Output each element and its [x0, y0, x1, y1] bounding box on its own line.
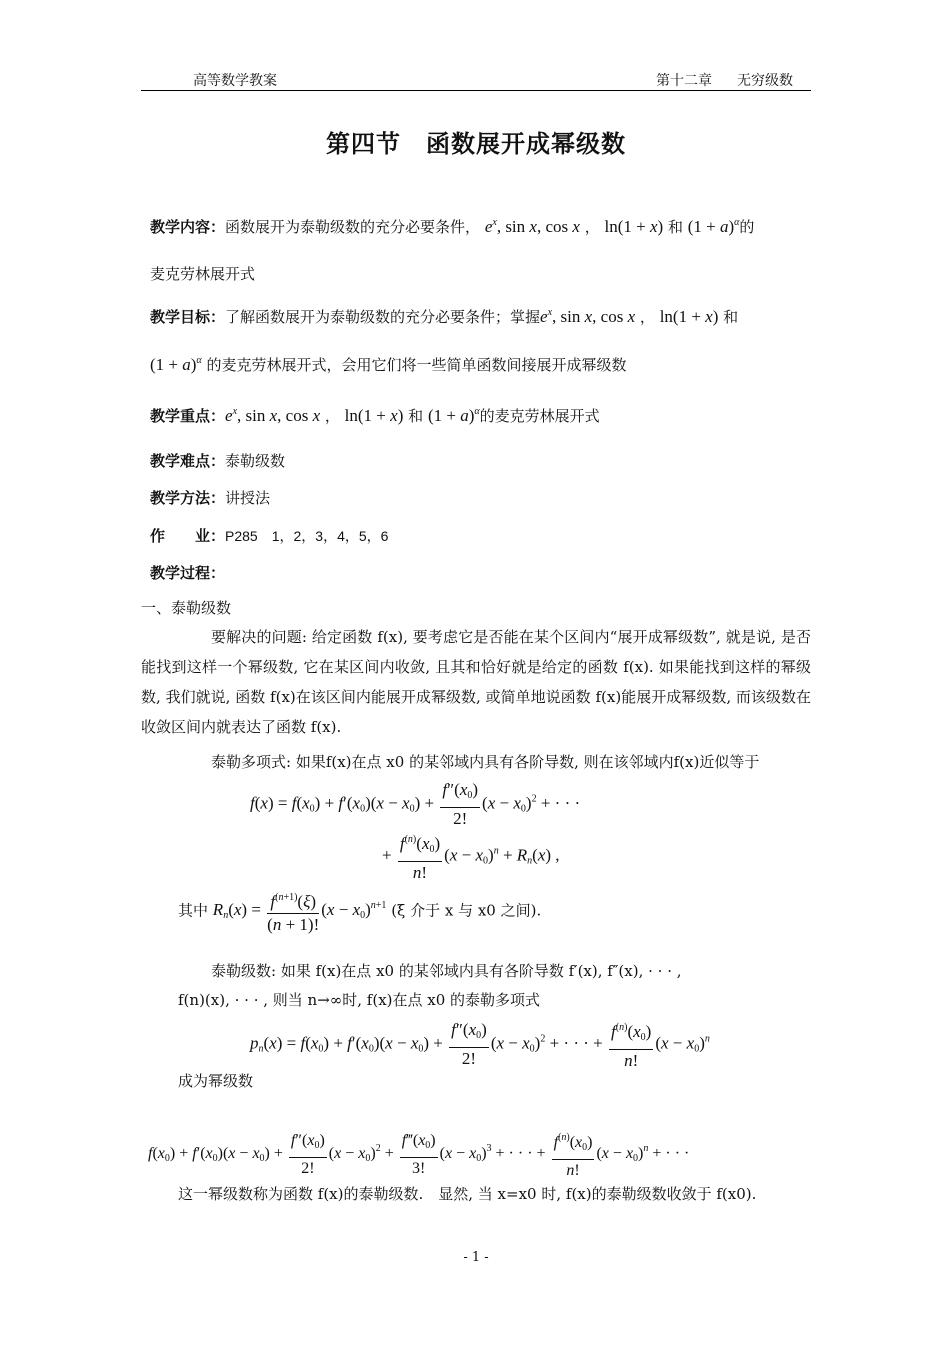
- content-line: 教学内容：函数展开为泰勒级数的充分必要条件， $e^x$, sin x, cos x ， ln(1 + x) 和 $(1 + a)^\alpha$的: [150, 217, 755, 236]
- method-line: 教学方法：讲授法: [150, 489, 271, 507]
- formula-list: $e^x$, sin x, cos x: [484, 217, 580, 236]
- content-line-2: 麦克劳林展开式: [150, 265, 256, 283]
- goal-label: 教学目标：: [150, 308, 226, 326]
- homework-line: 作 业：P285 1，2，3，4，5，6: [150, 527, 389, 545]
- series-intro-2: f(n)(x), · · · , 则当 n→∞时, f(x)在点 x0 的泰勒多项式: [178, 991, 541, 1009]
- formula-binomial: $(1 + a)^\alpha$: [687, 217, 740, 236]
- conclusion-line: 这一幂级数称为函数 f(x)的泰勒级数. 显然, 当 x=x0 时, f(x)的泰勒级数收敛于 f(x0).: [178, 1185, 757, 1203]
- header-rule: [141, 90, 811, 91]
- taylor-formula-line1: $f(x) = f(x_0) + f'(x_0)(x - x_0)$ + $\frac{f''(x_0)}{2!}$ $(x - x_0)^2$ + · · ·: [250, 780, 581, 828]
- becomes-label: 成为幂级数: [178, 1072, 254, 1090]
- intro-paragraph: 要解决的问题: 给定函数 f(x), 要考虑它是否能在某个区间内“展开成幂级数”, 就是说, 是否能找到这样一个幂级数, 它在某区间内收敛, 且其和恰好就是给定的函数 f(x). 如果能找到这样的幂级数, 我们就说, 函数 f(x)在该区间内能展开成幂级数, 或简单地说函数 f(x)能展开成幂级数, 而该级数在收敛区间内就表达了函数 f(x).: [141, 628, 811, 736]
- header-left: 高等数学教案: [193, 73, 277, 89]
- process-label: 教学过程：: [150, 564, 226, 582]
- hard-line: 教学难点：泰勒级数: [150, 452, 286, 470]
- taylor-poly-intro: 泰勒多项式: 如果f(x)在点 x0 的某邻域内具有各阶导数, 则在该邻域内f(x)近似等于: [211, 753, 760, 771]
- page-title: 第四节 函数展开成幂级数: [326, 129, 626, 158]
- key-line: 教学重点：$e^x$, sin x, cos x ， ln(1 + x) 和 $(1 + a)^\alpha$的麦克劳林展开式: [150, 406, 600, 425]
- formula-ln: ln(1 + x): [604, 217, 664, 236]
- header-chapter: 第十二章: [656, 73, 712, 89]
- goal-line: 教学目标：了解函数展开为泰勒级数的充分必要条件；掌握$e^x$, sin x, cos x ， ln(1 + x) 和: [150, 307, 739, 326]
- remainder-line: 其中 $R_n(x)$ = $\frac{f^{(n+1)}(\xi)}{(n + 1)!}$ $(x - x_0)^{n+1}$ (ξ 介于 x 与 x0 之间).: [178, 888, 541, 935]
- key-label: 教学重点：: [150, 407, 226, 425]
- goal-line-2: $(1 + a)^\alpha$ 的麦克劳林展开式，会用它们将一些简单函数间接展开成幂级数: [150, 355, 627, 374]
- pn-formula: $p_n(x) = f(x_0) + f'(x_0)(x - x_0)$ + $\frac{f''(x_0)}{2!}$ $(x - x_0)^2$ + · · · + $\frac{f^{(n)}(x_0)}{n!}$ $(x - x_0)^n$: [250, 1020, 710, 1070]
- series-intro-1: 泰勒级数: 如果 f(x)在点 x0 的某邻域内具有各阶导数 f′(x), f″(x), · · · ,: [211, 962, 682, 980]
- page-number: - 1 -: [463, 1250, 489, 1265]
- section-heading: 一、泰勒级数: [141, 599, 232, 617]
- content-label: 教学内容：: [150, 218, 226, 236]
- taylor-formula-line2: + $\frac{f^{(n)}(x_0)}{n!}$ $(x - x_0)^n + R_n(x)$ ,: [382, 830, 560, 883]
- header-chapter-title: 无穷级数: [737, 73, 793, 89]
- taylor-series-formula: $f(x_0) + f'(x_0)(x - x_0)$ + $\frac{f''(x_0)}{2!}$ $(x - x_0)^2$ + $\frac{f‴(x_0)}{3!}$ $(x - x_0)^3$ + · · · + $\frac{f^{(n)}(x_0)}{n!}$ $(x - x_0)^n$ + · · ·: [148, 1128, 689, 1181]
